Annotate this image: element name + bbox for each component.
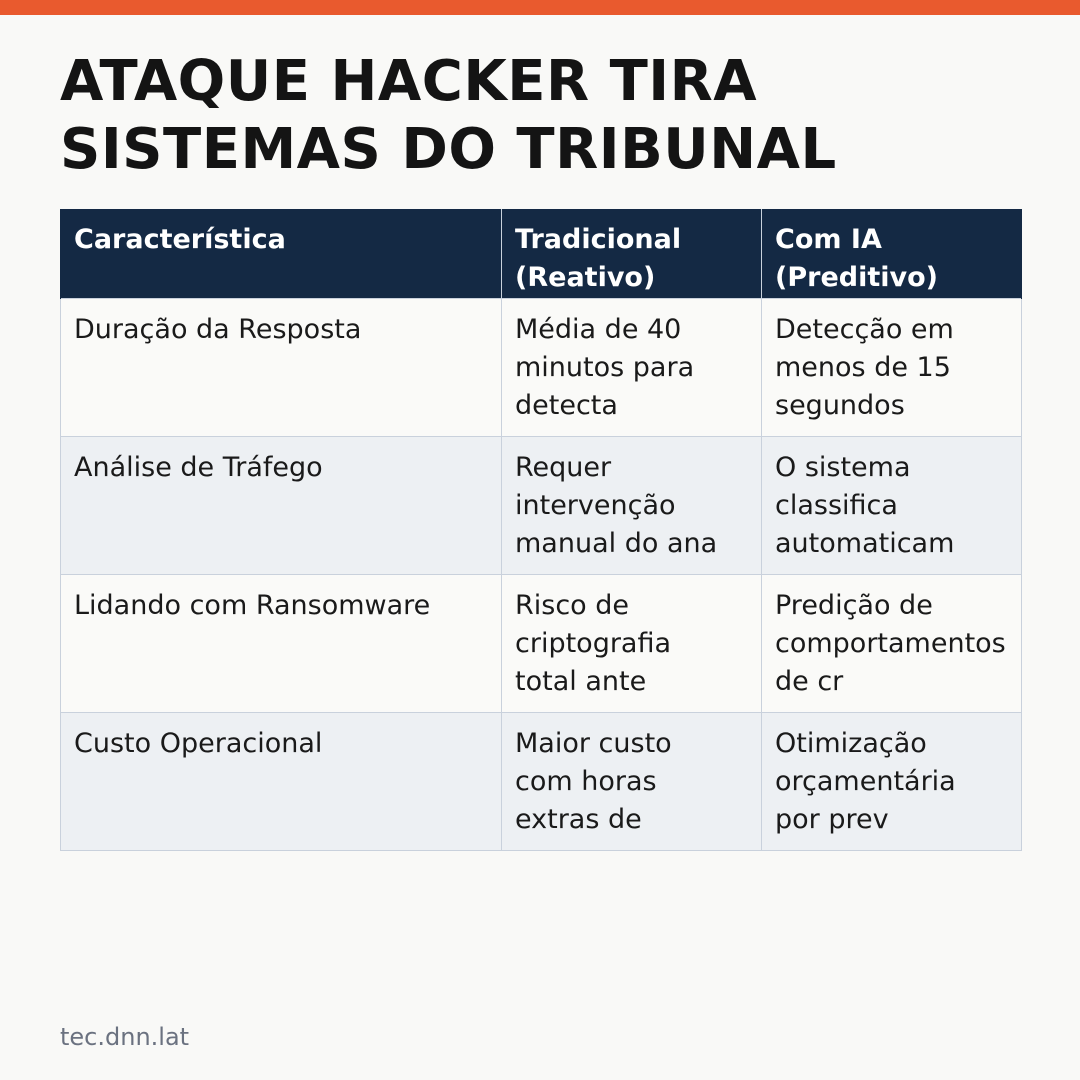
header-traditional-line-1: Tradicional	[515, 224, 682, 255]
header-ai-line-2: (Preditivo)	[775, 262, 938, 293]
traditional-line: detecta	[515, 389, 618, 421]
feature-label: Custo Operacional	[74, 727, 323, 759]
ai-line: orçamentária	[775, 765, 956, 797]
traditional-line: manual do ana	[515, 527, 718, 559]
cell-feature	[61, 436, 502, 574]
ai-line: menos de 15	[775, 351, 951, 383]
cell-feature	[61, 298, 502, 436]
feature-label: Duração da Resposta	[74, 313, 362, 345]
traditional-line: Requer	[515, 451, 612, 483]
accent-top-bar	[0, 0, 1080, 15]
ai-line: segundos	[775, 389, 905, 421]
header-traditional	[502, 209, 762, 298]
traditional-line: intervenção	[515, 489, 676, 521]
ai-line: O sistema	[775, 451, 911, 483]
traditional-line: minutos para	[515, 351, 695, 383]
traditional-line: Média de 40	[515, 313, 682, 345]
traditional-line: criptografia	[515, 627, 672, 659]
ai-line: classifica	[775, 489, 898, 521]
table-row	[61, 298, 1022, 436]
header-ai	[762, 209, 1022, 298]
traditional-line: Maior custo	[515, 727, 672, 759]
table-header-row	[61, 209, 1022, 298]
cell-ai	[762, 298, 1022, 436]
headline-line-2: SISTEMAS DO TRIBUNAL	[60, 117, 837, 182]
ai-line: Predição de	[775, 589, 933, 621]
ai-line: Detecção em	[775, 313, 954, 345]
feature-label: Lidando com Ransomware	[74, 589, 431, 621]
cell-traditional	[502, 436, 762, 574]
cell-ai	[762, 712, 1022, 850]
traditional-line: Risco de	[515, 589, 630, 621]
header-feature-label: Característica	[74, 224, 286, 255]
header-feature	[61, 209, 502, 298]
ai-line: Otimização	[775, 727, 927, 759]
cell-ai	[762, 436, 1022, 574]
comparison-table	[60, 209, 1022, 851]
traditional-line: extras de	[515, 803, 642, 835]
traditional-line: total ante	[515, 665, 647, 697]
source-footer: tec.dnn.lat	[60, 1023, 190, 1051]
headline-line-1: ATAQUE HACKER TIRA	[60, 49, 758, 114]
table-row	[61, 436, 1022, 574]
cell-traditional	[502, 712, 762, 850]
headline	[60, 48, 1020, 184]
traditional-line: com horas	[515, 765, 657, 797]
ai-line: por prev	[775, 803, 889, 835]
cell-traditional	[502, 574, 762, 712]
ai-line: automaticam	[775, 527, 955, 559]
header-ai-line-1: Com IA	[775, 224, 882, 255]
ai-line: de cr	[775, 665, 844, 697]
table-row	[61, 712, 1022, 850]
cell-traditional	[502, 298, 762, 436]
cell-feature	[61, 712, 502, 850]
header-traditional-line-2: (Reativo)	[515, 262, 656, 293]
cell-ai	[762, 574, 1022, 712]
feature-label: Análise de Tráfego	[74, 451, 323, 483]
table-row	[61, 574, 1022, 712]
ai-line: comportamentos	[775, 627, 1006, 659]
cell-feature	[61, 574, 502, 712]
